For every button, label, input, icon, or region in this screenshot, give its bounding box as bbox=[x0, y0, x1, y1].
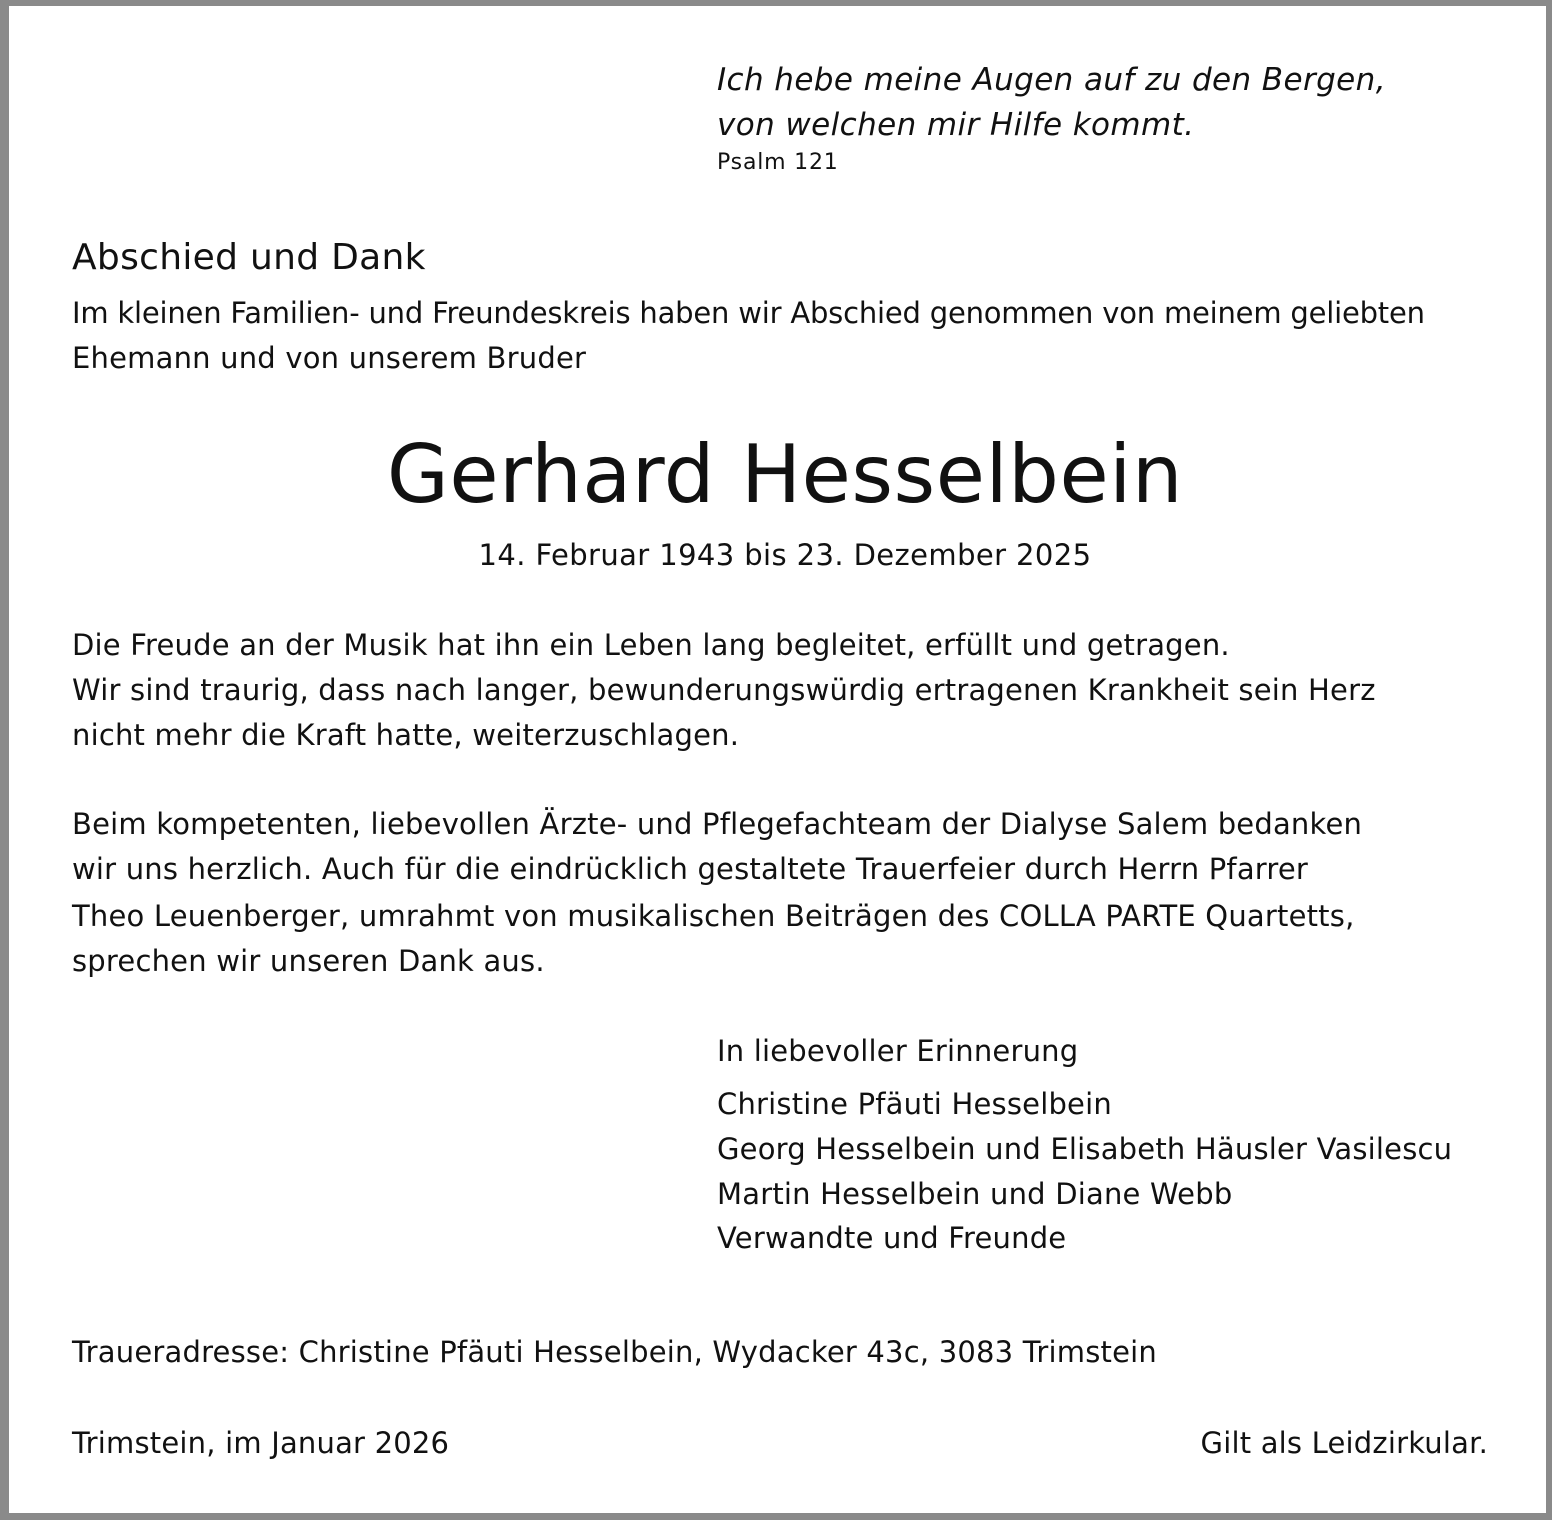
paragraph1-line-3: nicht mehr die Kraft hatte, weiterzuschlagen. bbox=[72, 718, 740, 752]
paragraph2-line-1: Beim kompetenten, liebevollen Ärzte- und Pflegefachteam der Dialyse Salem bedanken bbox=[72, 807, 1363, 841]
mourning-address: Traueradresse: Christine Pfäuti Hesselbein, Wydacker 43c, 3083 Trimstein bbox=[72, 1335, 1157, 1369]
motto-line-2: von welchen mir Hilfe kommt. bbox=[717, 107, 1195, 143]
signature-name-4: Verwandte und Freunde bbox=[717, 1221, 1067, 1255]
signature-intro: In liebevoller Erinnerung bbox=[717, 1034, 1079, 1068]
signature-name-3: Martin Hesselbein und Diane Webb bbox=[717, 1177, 1233, 1211]
paragraph1-line-2: Wir sind traurig, dass nach langer, bewunderungswürdig ertragenen Krankheit sein Herz bbox=[72, 673, 1376, 707]
motto-line-1: Ich hebe meine Augen auf zu den Bergen, bbox=[717, 62, 1386, 98]
notice-heading: Abschied und Dank bbox=[72, 237, 426, 278]
place-date: Trimstein, im Januar 2026 bbox=[72, 1426, 450, 1460]
paragraph2-line-4: sprechen wir unseren Dank aus. bbox=[72, 944, 545, 978]
circular-note: Gilt als Leidzirkular. bbox=[1200, 1426, 1488, 1460]
intro-line-1: Im kleinen Familien- und Freundeskreis haben wir Abschied genommen von meinem geliebten bbox=[72, 296, 1425, 330]
motto-source: Psalm 121 bbox=[717, 150, 839, 175]
paragraph2-line-2: wir uns herzlich. Auch für die eindrücklich gestaltete Trauerfeier durch Herrn Pfarrer bbox=[72, 852, 1309, 886]
paragraph2-line-3: Theo Leuenberger, umrahmt von musikalischen Beiträgen des COLLA PARTE Quartetts, bbox=[72, 899, 1355, 933]
life-dates: 14. Februar 1943 bis 23. Dezember 2025 bbox=[478, 538, 1092, 572]
deceased-name: Gerhard Hesselbein bbox=[386, 428, 1184, 521]
signature-name-2: Georg Hesselbein und Elisabeth Häusler Vasilescu bbox=[717, 1132, 1453, 1166]
paragraph1-line-1: Die Freude an der Musik hat ihn ein Leben lang begleitet, erfüllt und getragen. bbox=[72, 628, 1230, 662]
intro-line-2: Ehemann und von unserem Bruder bbox=[72, 341, 587, 375]
signature-name-1: Christine Pfäuti Hesselbein bbox=[717, 1087, 1112, 1121]
